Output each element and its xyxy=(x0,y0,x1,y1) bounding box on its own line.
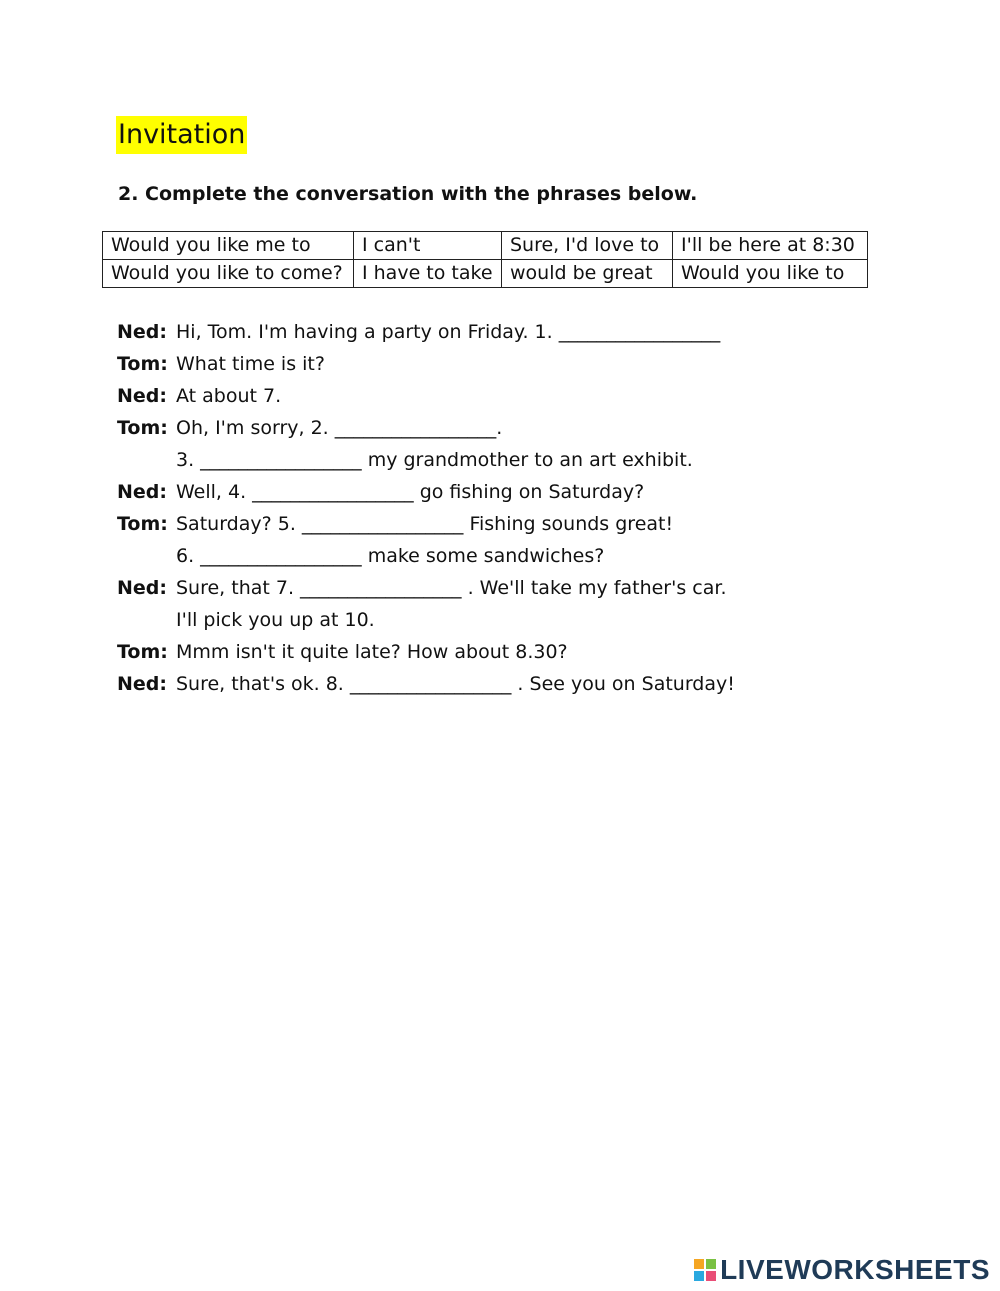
speaker-label: Ned: xyxy=(117,481,167,503)
speaker-label xyxy=(117,604,176,636)
dialogue-text: What time is it? xyxy=(176,353,325,375)
exercise-instruction: 2. Complete the conversation with the phrases below. xyxy=(118,183,698,205)
dialogue-line xyxy=(117,348,877,380)
dialogue-text[interactable]: Well, 4. _________________ go fishing on Saturday? xyxy=(176,481,645,503)
phrase-bank-table xyxy=(102,231,868,288)
phrase-cell: I have to take xyxy=(354,260,502,288)
dialogue-text: Mmm isn't it quite late? How about 8.30? xyxy=(176,641,568,663)
dialogue-line xyxy=(117,668,877,700)
speaker-label: Tom: xyxy=(117,641,168,663)
dialogue-text: I'll pick you up at 10. xyxy=(176,609,375,631)
phrase-cell: would be great xyxy=(502,260,673,288)
dialogue-text[interactable]: 3. _________________ my grandmother to an art exhibit. xyxy=(176,449,693,471)
speaker-label: Ned: xyxy=(117,321,167,343)
dialogue-line xyxy=(117,316,877,348)
dialogue-text[interactable]: Saturday? 5. _________________ Fishing sounds great! xyxy=(176,513,674,535)
speaker-label: Tom: xyxy=(117,417,168,439)
conversation xyxy=(117,316,877,700)
phrase-cell: I can't xyxy=(354,232,502,260)
dialogue-text[interactable]: 6. _________________ make some sandwiches? xyxy=(176,545,605,567)
dialogue-line xyxy=(117,476,877,508)
dialogue-line xyxy=(117,636,877,668)
dialogue-line xyxy=(117,572,877,604)
speaker-label: Tom: xyxy=(117,353,168,375)
dialogue-line xyxy=(117,444,877,476)
dialogue-line xyxy=(117,508,877,540)
logo-blocks-icon xyxy=(694,1259,716,1281)
phrase-cell: Would you like to xyxy=(673,260,868,288)
dialogue-line xyxy=(117,604,877,636)
dialogue-text[interactable]: Sure, that's ok. 8. _________________ . See you on Saturday! xyxy=(176,673,735,695)
dialogue-text: At about 7. xyxy=(176,385,282,407)
speaker-label: Ned: xyxy=(117,577,167,599)
dialogue-text[interactable]: Hi, Tom. I'm having a party on Friday. 1. _________________ xyxy=(176,321,721,343)
worksheet-title: Invitation xyxy=(116,116,247,154)
liveworksheets-logo xyxy=(694,1254,990,1286)
dialogue-line xyxy=(117,412,877,444)
table-row xyxy=(103,232,868,260)
table-row xyxy=(103,260,868,288)
dialogue-text[interactable]: Oh, I'm sorry, 2. _________________. xyxy=(176,417,503,439)
dialogue-text[interactable]: Sure, that 7. _________________ . We'll take my father's car. xyxy=(176,577,727,599)
speaker-label: Ned: xyxy=(117,673,167,695)
dialogue-line xyxy=(117,380,877,412)
speaker-label: Ned: xyxy=(117,385,167,407)
speaker-label xyxy=(117,540,176,572)
speaker-label xyxy=(117,444,176,476)
phrase-cell: Sure, I'd love to xyxy=(502,232,673,260)
phrase-cell: I'll be here at 8:30 xyxy=(673,232,868,260)
speaker-label: Tom: xyxy=(117,513,168,535)
brand-name: LIVEWORKSHEETS xyxy=(720,1254,990,1285)
dialogue-line xyxy=(117,540,877,572)
phrase-cell: Would you like to come? xyxy=(103,260,354,288)
phrase-cell: Would you like me to xyxy=(103,232,354,260)
